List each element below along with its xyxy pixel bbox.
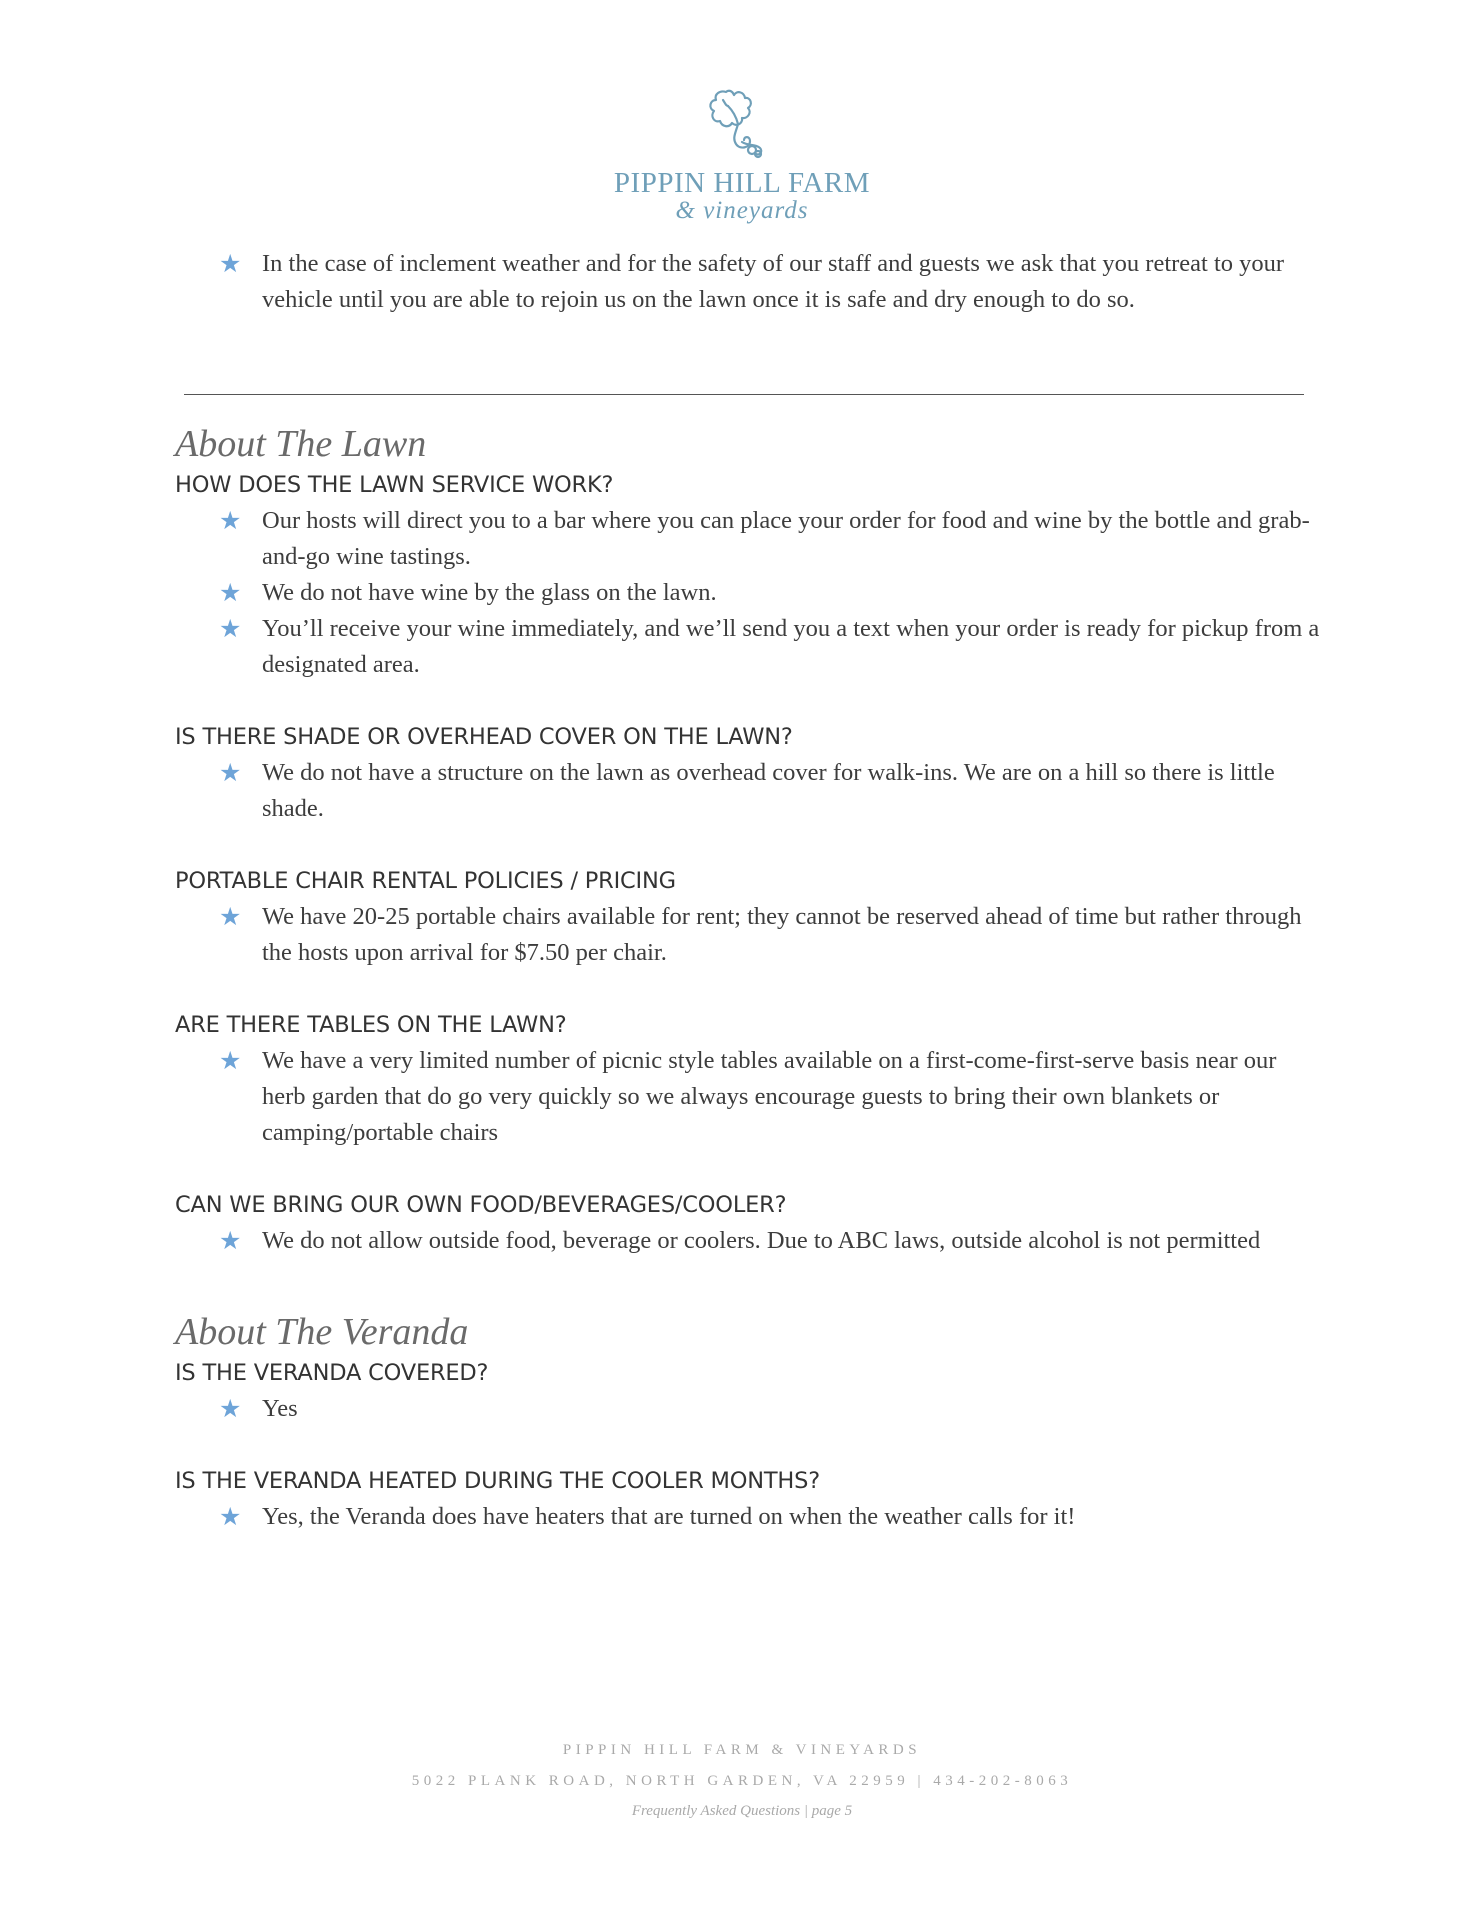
grape-leaf-icon <box>702 86 782 166</box>
star-icon: ★ <box>219 1046 242 1075</box>
list-item <box>219 755 1325 827</box>
question-heading: CAN WE BRING OUR OWN FOOD/BEVERAGES/COOLER? <box>175 1192 787 1218</box>
footer-company: PIPPIN HILL FARM & VINEYARDS <box>562 1742 922 1758</box>
star-icon: ★ <box>219 249 242 278</box>
logo-name: PIPPIN HILL FARM <box>613 167 871 199</box>
star-icon: ★ <box>219 758 242 787</box>
star-icon: ★ <box>219 1226 242 1255</box>
answer-text: Yes, the Veranda does have heaters that are turned on when the weather calls for it! <box>262 1503 1076 1530</box>
answer-list <box>175 1391 1325 1427</box>
answer-list <box>175 1043 1325 1151</box>
answer-text: We do not have wine by the glass on the lawn. <box>262 579 717 606</box>
list-item <box>219 1223 1325 1259</box>
star-icon: ★ <box>219 1502 242 1531</box>
list-item <box>219 1499 1325 1535</box>
list-item <box>219 899 1325 971</box>
star-icon: ★ <box>219 1394 242 1423</box>
question-heading: IS THERE SHADE OR OVERHEAD COVER ON THE LAWN? <box>175 724 793 750</box>
footer-address: 5022 PLANK ROAD, NORTH GARDEN, VA 22959 | 434-202-8063 <box>411 1773 1073 1789</box>
question-heading: PORTABLE CHAIR RENTAL POLICIES / PRICING <box>175 868 676 894</box>
answer-list <box>175 503 1325 683</box>
logo <box>0 86 1484 224</box>
question-heading: IS THE VERANDA HEATED DURING THE COOLER MONTHS? <box>175 1468 820 1494</box>
star-icon: ★ <box>219 614 242 643</box>
list-item <box>219 611 1325 683</box>
list-item <box>219 575 1325 611</box>
list-item <box>219 1043 1325 1151</box>
bullet-text: In the case of inclement weather and for the safety of our staff and guests we ask that you retreat to your vehicle until you are able to rejoin us on the lawn once it is safe and dry enough to do so. <box>262 250 1285 313</box>
intro-bullet-list <box>175 246 1325 318</box>
section-title-veranda: About The Veranda <box>175 1311 469 1353</box>
list-item <box>219 246 1325 318</box>
document-content <box>175 246 1325 1535</box>
answer-list <box>175 899 1325 971</box>
answer-text: We do not have a structure on the lawn as overhead cover for walk-ins. We are on a hill so there is little shade. <box>262 759 1275 822</box>
answer-text: Our hosts will direct you to a bar where you can place your order for food and wine by the bottle and grab-and-go wine tastings. <box>262 507 1310 570</box>
answer-text: Yes <box>262 1395 298 1422</box>
answer-text: We have a very limited number of picnic style tables available on a first-come-first-serve basis near our herb garden that do go very quickly so we always encourage guests to bring their own blankets or camping/portable chairs <box>262 1047 1277 1146</box>
star-icon: ★ <box>219 506 242 535</box>
answer-list <box>175 1223 1325 1259</box>
answer-list <box>175 755 1325 827</box>
list-item <box>219 503 1325 575</box>
question-heading: ARE THERE TABLES ON THE LAWN? <box>175 1012 567 1038</box>
star-icon: ★ <box>219 578 242 607</box>
answer-text: We have 20-25 portable chairs available for rent; they cannot be reserved ahead of time but rather through the hosts upon arrival for $7.50 per chair. <box>262 903 1302 966</box>
question-heading: HOW DOES THE LAWN SERVICE WORK? <box>175 472 614 498</box>
logo-subtitle: & vineyards <box>675 197 809 224</box>
answer-text: We do not allow outside food, beverage or coolers. Due to ABC laws, outside alcohol is not permitted <box>262 1227 1261 1254</box>
footer-page-label: Frequently Asked Questions | page 5 <box>631 1803 853 1819</box>
section-title-lawn: About The Lawn <box>175 423 427 465</box>
list-item <box>219 1391 1325 1427</box>
star-icon: ★ <box>219 902 242 931</box>
question-heading: IS THE VERANDA COVERED? <box>175 1360 489 1386</box>
answer-text: You’ll receive your wine immediately, and we’ll send you a text when your order is ready for pickup from a designated area. <box>262 615 1320 678</box>
answer-list <box>175 1499 1325 1535</box>
